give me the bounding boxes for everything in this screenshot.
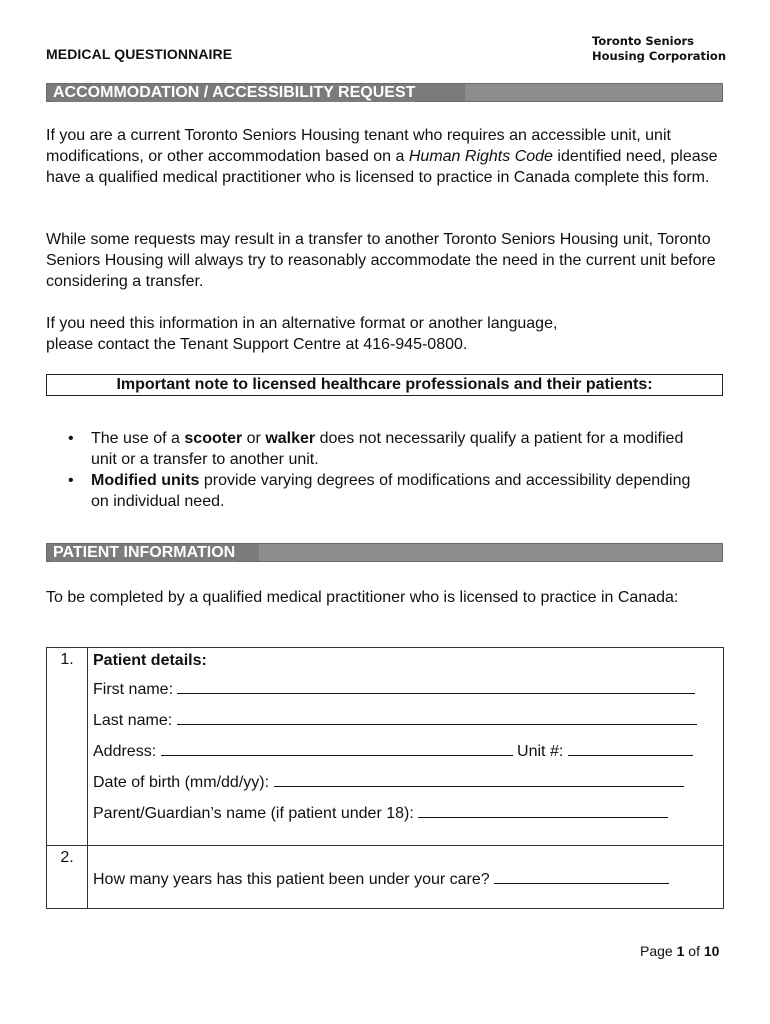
first-name-row: First name: [93,674,722,705]
document-title: MEDICAL QUESTIONNAIRE [46,46,233,62]
note-bullet-list [46,428,706,512]
last-name-field[interactable] [177,705,697,725]
list-item: • Modified units provide varying degrees of modifications and accessibility depending on individual need. [68,472,691,510]
human-rights-code-text: Human Rights Code [408,148,553,165]
address-field[interactable] [161,736,513,756]
intro-paragraph-3: If you need this information in an alternative format or another language, please contact the Tenant Support Centre at 416-945-0800. [46,315,558,353]
org-name-line2: Housing Corporation [592,49,727,63]
address-row: Address: Unit #: [93,736,722,767]
years-under-care-row: How many years has this patient been under your care? [93,864,722,895]
date-of-birth-row: Date of birth (mm/dd/yy): [93,767,722,798]
page-number: Page 1 of 10 [640,943,720,959]
guardian-name-field[interactable] [418,798,668,818]
section-heading-patient-information [46,543,723,562]
table-row [47,846,724,909]
organization-logo-text [592,34,726,64]
section-heading-accommodation [46,83,723,102]
list-item: • The use of a scooter or walker does not necessarily qualify a patient for a modified unit or a transfer to another unit. [68,430,684,468]
first-name-field[interactable] [177,674,695,694]
patient-info-intro: To be completed by a qualified medical practitioner who is licensed to practice in Canada: [46,589,679,606]
question-number: 1. [47,648,88,846]
last-name-row: Last name: [93,705,722,736]
section-heading-text: ACCOMMODATION / ACCESSIBILITY REQUEST [53,84,416,101]
guardian-name-row: Parent/Guardian’s name (if patient under 18): [93,798,722,829]
unit-number-field[interactable] [568,736,693,756]
important-note-box: Important note to licensed healthcare professionals and their patients: [46,374,723,396]
section-heading-text: PATIENT INFORMATION [53,544,236,561]
intro-paragraph-2: While some requests may result in a transfer to another Toronto Seniors Housing unit, Toronto Seniors Housing will always try to reasonably accommodate the need in the current unit before considering a transfer. [46,231,716,290]
years-under-care-field[interactable] [494,864,669,884]
org-name-line1: Toronto Seniors [592,34,695,48]
intro-paragraph-1: If you are a current Toronto Seniors Housing tenant who requires an accessible unit, unit modifications, or other accommodation based on a Human Rights Code identified need, please have a qualified medical practitioner who is licensed to practice in Canada complete this form. [46,127,718,186]
table-row [47,648,724,846]
patient-details-table [46,647,724,909]
date-of-birth-field[interactable] [274,767,684,787]
patient-details-heading: Patient details: [93,652,207,669]
question-number: 2. [47,846,88,909]
